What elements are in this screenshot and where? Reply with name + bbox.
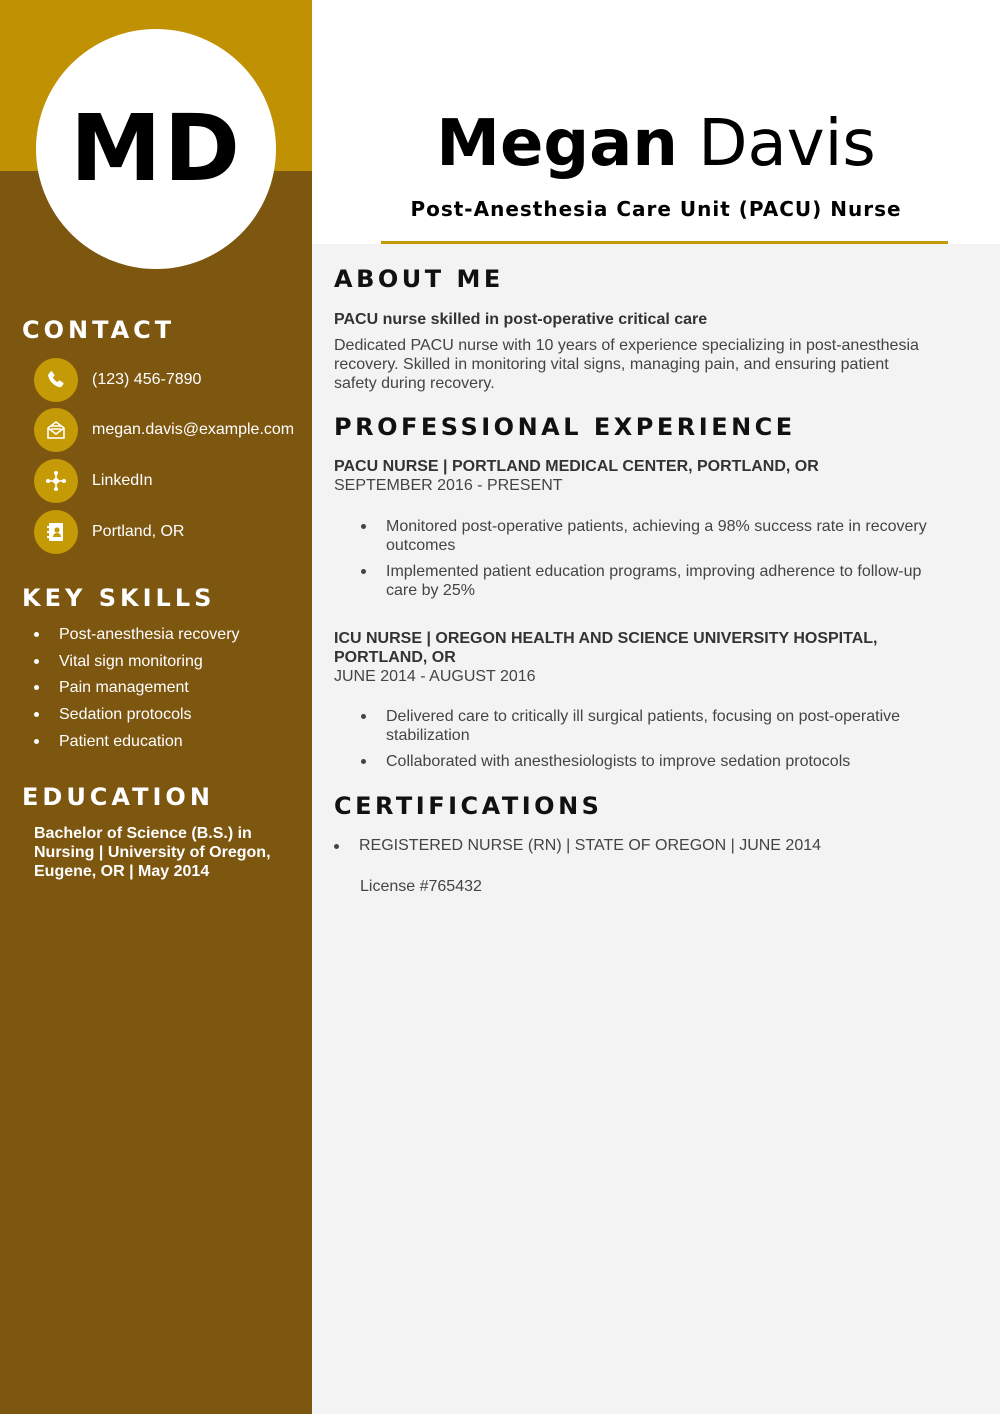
job-bullet: Implemented patient education programs, improving adherence to follow-up care by 25%	[358, 562, 948, 600]
location-icon	[34, 510, 78, 554]
about-tagline: PACU nurse skilled in post-operative critical care	[334, 311, 708, 328]
linkedin-icon	[34, 459, 78, 503]
skill-item: Vital sign monitoring	[34, 652, 240, 679]
first-name: Megan	[436, 107, 678, 181]
contact-linkedin	[34, 459, 153, 503]
education-heading: EDUCATION	[22, 783, 214, 811]
contact-heading: CONTACT	[22, 316, 176, 344]
phone-icon	[34, 358, 78, 402]
education-entry: Bachelor of Science (B.S.) in Nursing | University of Oregon, Eugene, OR | May 2014	[34, 825, 271, 880]
phone-number: (123) 456-7890	[92, 371, 202, 388]
monogram-badge	[36, 29, 276, 269]
last-name: Davis	[698, 107, 876, 181]
location-text: Portland, OR	[92, 523, 185, 540]
contact-phone	[34, 358, 201, 402]
job-dates-2: JUNE 2014 - AUGUST 2016	[334, 668, 536, 685]
skill-item: Patient education	[34, 732, 240, 759]
job-dates-1: SEPTEMBER 2016 - PRESENT	[334, 477, 563, 494]
job-bullet: Collaborated with anesthesiologists to improve sedation protocols	[358, 752, 948, 771]
about-summary: Dedicated PACU nurse with 10 years of experience specializing in post-anesthesia recovery. Skilled in monitoring vital signs, managing pain, and ensuring patient safety during recovery.	[334, 337, 919, 392]
skill-item: Post-anesthesia recovery	[34, 625, 240, 652]
job-bullet: Monitored post-operative patients, achieving a 98% success rate in recovery outcomes	[358, 517, 948, 555]
certifications-heading: CERTIFICATIONS	[334, 792, 603, 820]
linkedin-link[interactable]: LinkedIn	[92, 472, 153, 489]
skills-list	[34, 625, 240, 758]
about-heading: ABOUT ME	[334, 265, 504, 293]
contact-location	[34, 510, 184, 554]
license-number: License #765432	[360, 878, 482, 895]
skill-item: Pain management	[34, 678, 240, 705]
monogram-text: MD	[70, 94, 242, 202]
job-1-bullets	[358, 517, 948, 607]
certification-item	[334, 837, 821, 855]
job-2-bullets	[358, 707, 948, 778]
header-divider	[381, 241, 948, 244]
skills-heading: KEY SKILLS	[22, 584, 216, 612]
job-title-1: PACU NURSE | PORTLAND MEDICAL CENTER, PORTLAND, OR	[334, 458, 819, 475]
job-title: Post-Anesthesia Care Unit (PACU) Nurse	[410, 197, 902, 221]
experience-heading: PROFESSIONAL EXPERIENCE	[334, 413, 796, 441]
certification-text: REGISTERED NURSE (RN) | STATE OF OREGON | JUNE 2014	[359, 837, 822, 854]
skill-item: Sedation protocols	[34, 705, 240, 732]
bullet-dot	[334, 844, 339, 849]
email-icon	[34, 408, 78, 452]
email-address[interactable]: megan.davis@example.com	[92, 421, 295, 438]
job-title-2: ICU NURSE | OREGON HEALTH AND SCIENCE UNIVERSITY HOSPITAL, PORTLAND, OR	[334, 630, 878, 666]
contact-email	[34, 408, 294, 452]
candidate-name	[312, 107, 1000, 181]
job-bullet: Delivered care to critically ill surgical patients, focusing on post-operative stabilization	[358, 707, 948, 745]
